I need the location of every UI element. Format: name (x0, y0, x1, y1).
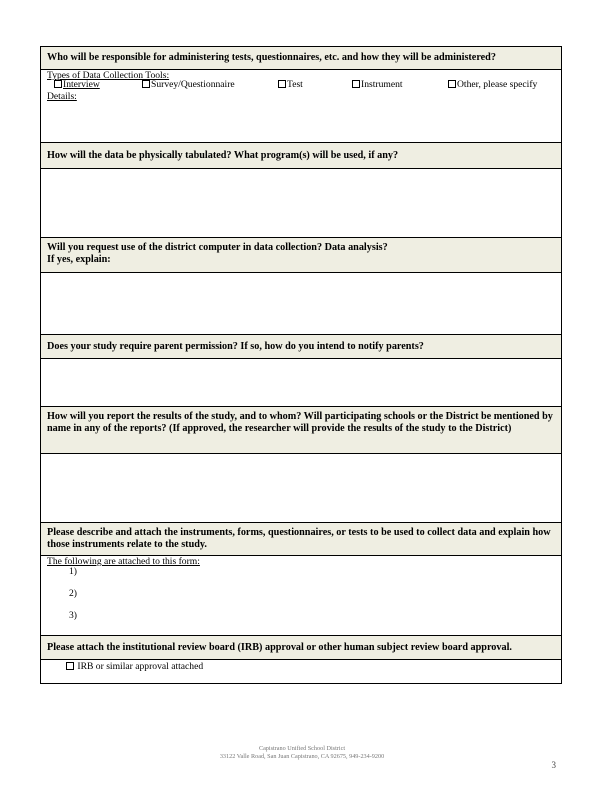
attachment-item-3: 3) (69, 610, 77, 621)
irb-option[interactable] (66, 661, 203, 672)
test-checkbox[interactable] (278, 80, 286, 88)
option-interview-label: Interview (63, 79, 100, 90)
attached-label: The following are attached to this form: (47, 556, 200, 567)
admin-answer-area[interactable] (41, 70, 561, 143)
footer-district: Capistrano Unified School District (258, 745, 346, 752)
irb-question: Please attach the institutional review board (IRB) approval or other human subject review board approval. (47, 641, 512, 653)
survey-checkbox[interactable] (142, 80, 150, 88)
tabulate-question: How will the data be physically tabulated? What program(s) will be used, if any? (47, 149, 399, 161)
report-answer-area[interactable] (41, 454, 561, 523)
research-request-form (40, 46, 562, 684)
permission-answer-area[interactable] (41, 359, 561, 407)
types-label: Types of Data Collection Tools: (47, 70, 170, 81)
interview-checkbox[interactable] (54, 80, 62, 88)
computer-question-line1: Will you request use of the district computer in data collection? Data analysis? (47, 242, 388, 253)
tabulate-question-header (41, 143, 561, 169)
footer-address: 33122 Valle Road, San Juan Capistrano, CA 92675, 949-234-9200 (219, 753, 385, 760)
option-survey[interactable] (142, 79, 235, 90)
irb-checkbox[interactable] (66, 662, 74, 670)
page-number: 3 (551, 760, 556, 770)
option-interview[interactable] (54, 79, 100, 90)
admin-question-header (41, 47, 561, 70)
other-checkbox[interactable] (448, 80, 456, 88)
admin-question: Who will be responsible for administering tests, questionnaires, etc. and how they will be administered? (47, 52, 496, 64)
instruments-question-header (41, 523, 561, 556)
instrument-checkbox[interactable] (352, 80, 360, 88)
option-instrument[interactable] (352, 79, 403, 90)
irb-question-header (41, 636, 561, 660)
attachment-item-1: 1) (69, 566, 77, 577)
option-test-label: Test (287, 79, 303, 90)
instruments-answer-area[interactable] (41, 556, 561, 636)
attachment-item-2: 2) (69, 588, 77, 599)
option-instrument-label: Instrument (361, 79, 403, 90)
permission-question-header (41, 335, 561, 359)
irb-checkbox-label: IRB or similar approval attached (77, 661, 204, 672)
option-other[interactable] (448, 79, 537, 90)
details-label: Details: (47, 91, 77, 102)
option-survey-label: Survey/Questionnaire (151, 79, 235, 90)
instruments-question: Please describe and attach the instruments, forms, questionnaires, or tests to be used to collect data and explain how those instruments relate to the study. (47, 527, 551, 550)
computer-answer-area[interactable] (41, 273, 561, 335)
permission-question: Does your study require parent permission? If so, how do you intend to notify parents? (47, 340, 424, 352)
option-test[interactable] (278, 79, 303, 90)
irb-answer-area (41, 660, 561, 683)
report-question: How will you report the results of the study, and to whom? Will participating schools or the District be mentioned by name in any of the reports? (If approved, the researcher will provide the results of the study to the District) (47, 411, 553, 434)
computer-question-line2: If yes, explain: (47, 253, 111, 265)
report-question-header (41, 407, 561, 454)
option-other-label: Other, please specify (457, 79, 538, 90)
tabulate-answer-area[interactable] (41, 169, 561, 238)
computer-question-header (41, 238, 561, 273)
